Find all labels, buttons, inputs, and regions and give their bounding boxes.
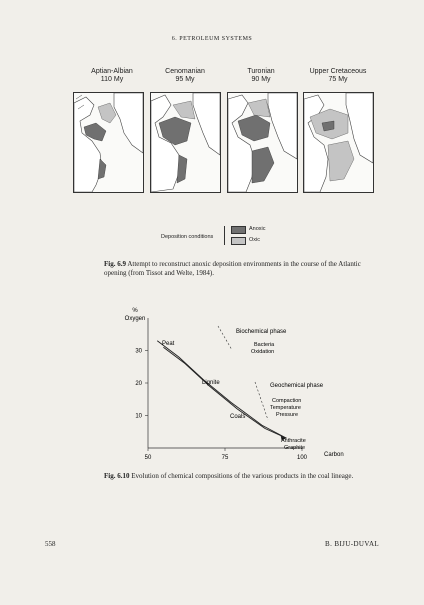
label-peat: Peat bbox=[162, 341, 175, 347]
axis-ticks bbox=[135, 349, 343, 462]
phase-dashed-arrow bbox=[255, 382, 268, 420]
legend-heading: Deposition conditions bbox=[161, 234, 214, 240]
map-2-age: 95 My bbox=[175, 76, 195, 83]
chart-series bbox=[157, 341, 286, 441]
label-coals: Coals bbox=[230, 414, 246, 420]
x-axis-label: Carbon bbox=[324, 452, 344, 458]
label-biochemical-phase: Biochemical phase bbox=[236, 329, 287, 335]
author-name: B. BIJU-DUVAL bbox=[325, 540, 380, 548]
page-number: 558 bbox=[45, 540, 56, 548]
figure-6-10-label: Fig. 6.10 bbox=[104, 472, 130, 480]
x-tick-label: 75 bbox=[221, 455, 229, 461]
map-2-period: Cenomanian bbox=[165, 68, 205, 75]
map-4-period: Upper Cretaceous bbox=[309, 68, 367, 75]
y-axis-percent: % bbox=[132, 308, 138, 314]
label-pressure: Pressure bbox=[276, 412, 299, 418]
map-1-period: Aptian-Albian bbox=[91, 68, 133, 75]
label-oxidation: Oxidation bbox=[251, 349, 275, 355]
y-tick-label: 10 bbox=[135, 413, 142, 420]
legend-label-oxic: Oxic bbox=[249, 237, 260, 243]
phase-dashed-arrow bbox=[218, 326, 232, 350]
y-tick-label: 20 bbox=[135, 381, 142, 387]
label-geochemical-phase: Geochemical phase bbox=[270, 383, 324, 389]
legend-label-anoxic: Anoxic bbox=[249, 226, 266, 232]
map-1-age: 110 My bbox=[100, 76, 124, 83]
label-lignite: Lignite bbox=[202, 380, 220, 386]
running-header: 6. PETROLEUM SYSTEMS bbox=[171, 36, 253, 42]
label-anthracite: Anthracite bbox=[281, 438, 306, 444]
coal-lineage-curve-2 bbox=[163, 347, 286, 438]
figure-6-10-text: Evolution of chemical compositions of the various products in the coal lineage. bbox=[131, 472, 354, 480]
y-axis-label: Oxygen bbox=[124, 316, 146, 322]
label-graphite: Graphite bbox=[284, 445, 306, 451]
coal-lineage-curve-1 bbox=[157, 341, 286, 439]
figure-6-9-text: Attempt to reconstruct anoxic deposition environments in the course of the Atlantic opening (from Tissot and Welte, 1984). bbox=[104, 260, 361, 277]
figure-6-9-label: Fig. 6.9 bbox=[104, 260, 126, 268]
x-tick-label: 50 bbox=[144, 455, 152, 461]
chart-annotations bbox=[162, 326, 324, 451]
x-tick-label: 100 bbox=[296, 455, 308, 461]
label-temperature: Temperature bbox=[270, 405, 301, 411]
label-bacteria: Bacteria bbox=[254, 342, 275, 348]
y-tick-label: 30 bbox=[135, 348, 142, 355]
label-compaction: Compaction bbox=[272, 398, 302, 404]
map-4-age: 75 My bbox=[328, 76, 348, 83]
map-3-period: Turonian bbox=[247, 68, 275, 75]
figure-6-10-caption bbox=[104, 472, 372, 481]
map-3-age: 90 My bbox=[251, 76, 271, 83]
